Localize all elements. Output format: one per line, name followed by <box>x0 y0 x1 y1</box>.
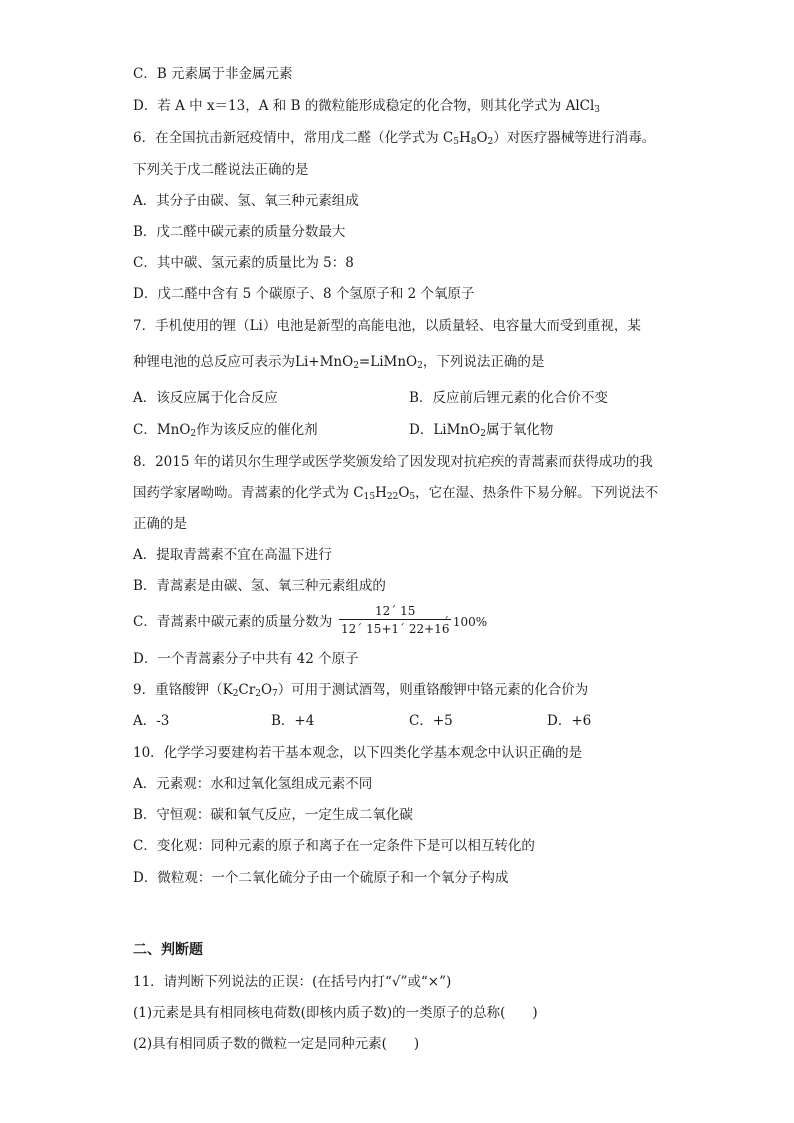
q10-option-c: C．变化观：同种元素的原子和离子在一定条件下是可以相互转化的 <box>133 838 535 854</box>
fraction-denominator: 12´ 15+1´ 22+16 <box>341 622 450 636</box>
q8-stem-line2: 国药学家屠呦呦。青蒿素的化学式为 $C_{15}H_{22}O_5$，它在湿、热条件下易分解。下列说法不 <box>133 485 659 502</box>
q7-equation: Li+MnO$_2$=LiMnO$_2$ <box>295 354 423 371</box>
q8-option-c: C．青蒿素中碳元素的质量分数为 <box>133 614 333 630</box>
q8-option-d: D．一个青蒿素分子中共有 42 个原子 <box>133 651 359 667</box>
q7-stem: 7．手机使用的锂（Li）电池是新型的高能电池，以质量轻、电容量大而受到重视，某 <box>133 318 641 334</box>
fraction-numerator: 12´ 15 <box>339 604 451 620</box>
q8-stem-line3: 正确的是 <box>133 516 187 532</box>
q10-option-d: D．微粒观：一个二氧化硫分子由一个硫原子和一个氧分子构成 <box>133 870 509 886</box>
q7-option-c: C．MnO$_2$作为该反应的催化剂 <box>133 422 318 439</box>
q8-stem: 8．2015 年的诺贝尔生理学或医学奖颁发给了因发现对抗疟疾的青蒿素而获得成功的我 <box>133 454 653 470</box>
q10-option-a: A．元素观：水和过氧化氢组成元素不同 <box>133 776 373 792</box>
q11-stem: 11．请判断下列说法的正误：(在括号内打“√”或“×”) <box>133 974 452 990</box>
q8-option-b: B．青蒿素是由碳、氢、氧三种元素组成的 <box>133 578 386 594</box>
q10-stem: 10．化学学习要建构若干基本观念，以下四类化学基本观念中认识正确的是 <box>133 745 583 761</box>
q9-option-a: A．-3 <box>133 713 170 729</box>
q11-item-2: (2)具有相同质子数的微粒一定是同种元素( ) <box>133 1036 420 1052</box>
q10-option-b: B．守恒观：碳和氧气反应，一定生成二氧化碳 <box>133 807 413 823</box>
section-heading-judgement: 二、判断题 <box>133 942 203 958</box>
q6-option-c: C．其中碳、氢元素的质量比为 5：8 <box>133 255 354 271</box>
q5-option-d: D．若 A 中 x＝13，A 和 B 的微粒能形成稳定的化合物，则其化学式为 AlCl$_3$ <box>133 98 601 115</box>
q8-fraction-multiplier: ´ 100% <box>443 615 488 629</box>
q8-mass-fraction <box>339 604 451 636</box>
q11-item-1: (1)元素是具有相同核电荷数(即核内质子数)的一类原子的总称( ) <box>133 1005 538 1021</box>
q7-stem-line2: 种锂电池的总反应可表示为Li+MnO$_2$=LiMnO$_2$，下列说法正确的是 <box>133 354 545 371</box>
q6-option-b: B．戊二醛中碳元素的质量分数最大 <box>133 224 346 240</box>
q9-option-c: C．+5 <box>409 713 453 729</box>
q5-option-c: C．B 元素属于非金属元素 <box>133 66 293 82</box>
q9-stem: 9．重铬酸钾$(K_2Cr_2O_7)$可用于测试酒驾，则重铬酸钾中铬元素的化合价为 <box>133 682 589 699</box>
q7-option-a: A．该反应属于化合反应 <box>133 390 278 406</box>
q8-option-a: A．提取青蒿素不宜在高温下进行 <box>133 547 332 563</box>
q9-option-b: B．+4 <box>271 713 315 729</box>
q6-option-d: D．戊二醛中含有 5 个碳原子、8 个氢原子和 2 个氧原子 <box>133 286 475 302</box>
q6-stem: 6．在全国抗击新冠疫情中，常用戊二醛（化学式为 $C_5H_8O_2$）对医疗器械等进行消毒。 <box>133 130 656 147</box>
q7-option-b: B．反应前后锂元素的化合价不变 <box>409 390 608 406</box>
q7-option-d: D．LiMnO$_2$属于氧化物 <box>409 422 554 439</box>
q6-stem-line2: 下列关于戊二醛说法正确的是 <box>133 162 309 178</box>
q9-option-d: D．+6 <box>547 713 592 729</box>
q6-option-a: A．其分子由碳、氢、氧三种元素组成 <box>133 193 359 209</box>
